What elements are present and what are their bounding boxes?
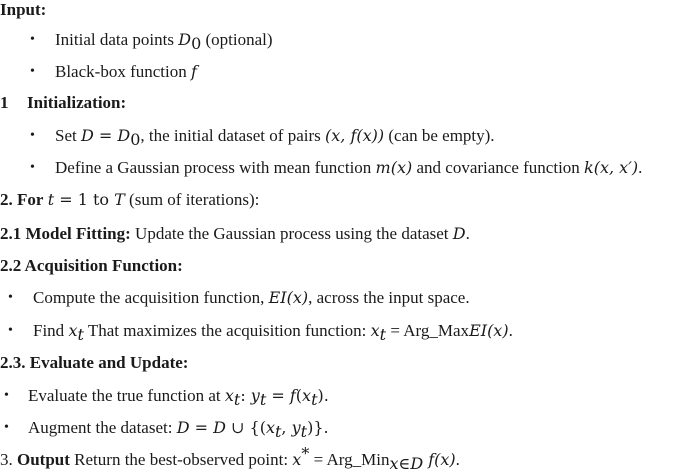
input-heading: Input: xyxy=(0,0,47,19)
bullet-icon: • xyxy=(30,128,35,143)
bullet-icon: • xyxy=(8,290,13,305)
bullet-icon: • xyxy=(4,388,9,403)
bullet-icon: • xyxy=(30,32,35,47)
acquisition-heading: 2.2 Acquisition Function: xyxy=(0,256,183,275)
initialization-heading: 1 Initialization: xyxy=(0,93,127,112)
evaluate-heading: 2.3. Evaluate and Update: xyxy=(0,353,189,372)
bullet-icon: • xyxy=(4,420,9,435)
model-fitting-step: 2.1 Model Fitting: Update the Gaussian process using the dataset D. xyxy=(0,224,470,243)
bullet-icon: • xyxy=(8,323,13,338)
output-step: 3. Output Return the best-observed point: x* = Arg_Min$_{x\in D}$ f(x). xyxy=(0,444,460,473)
loop-heading: 2. For t = 1 to T (sum of iterations): xyxy=(0,190,260,209)
bullet-icon: • xyxy=(30,160,35,175)
bullet-icon: • xyxy=(30,64,35,79)
